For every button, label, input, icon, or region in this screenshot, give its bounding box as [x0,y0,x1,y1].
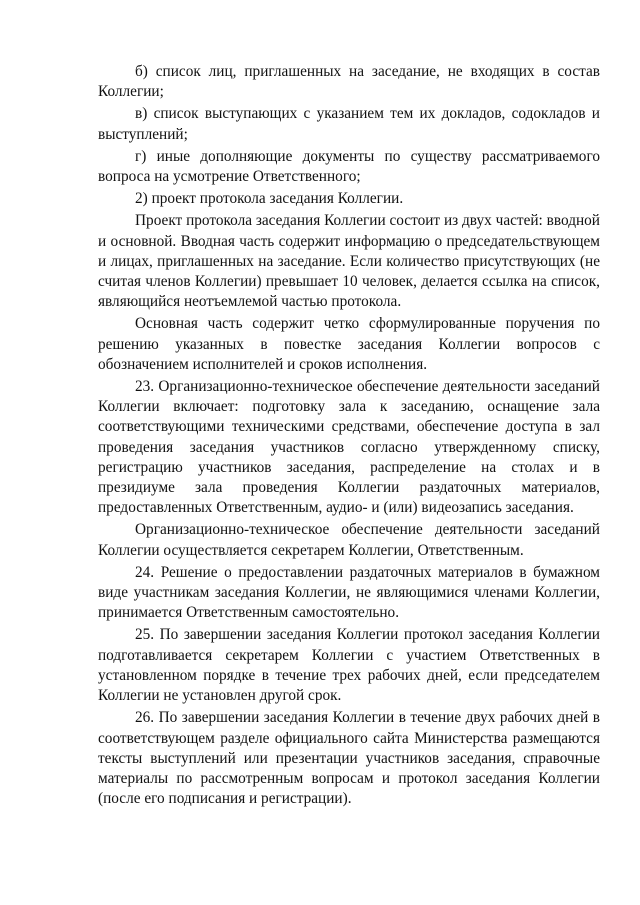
paragraph-protocol-structure: Проект протокола заседания Коллегии состоит из двух частей: вводной и основной. Вводная часть содержит информацию о председательствующем и лицах, приглашенных на заседание. Если количество присутствующих (не считая членов Коллегии) превышает 10 человек, делается ссылка на список, являющийся неотъемлемой частью протокола. [98,212,600,311]
paragraph-list-item-g: г) иные дополняющие документы по существу рассматриваемого вопроса на усмотрение Ответственного; [98,147,600,186]
document-body [98,62,600,809]
paragraph-item-2: 2) проект протокола заседания Коллегии. [135,190,404,208]
paragraph-protocol-main-part: Основная часть содержит четко сформулированные поручения по решению указанных в повестке заседания Коллегии вопросов с обозначением исполнителей и сроков исполнения. [98,315,600,373]
paragraph-list-item-v: в) список выступающих с указанием тем их докладов, содокладов и выступлений; [98,105,600,143]
paragraph-clause-23-responsibility: Организационно-техническое обеспечение деятельности заседаний Коллегии осуществляется секретарем Коллегии, Ответственным. [98,521,600,559]
paragraph-clause-23: 23. Организационно-техническое обеспечение деятельности заседаний Коллегии включает: подготовку зала к заседанию, оснащение зала соответствующими техническими средствами, обеспечение доступа в зал проведения заседания участников согласно утвержденному списку, регистрацию участников заседания, распределение на столах и в президиуме зала проведения Коллегии раздаточных материалов, предоставленных Ответственным, аудио- и (или) видеозапись заседания. [98,378,600,517]
paragraph-list-item-b: б) список лиц, приглашенных на заседание, не входящих в состав Коллегии; [98,63,600,101]
paragraph-clause-25: 25. По завершении заседания Коллегии протокол заседания Коллегии подготавливается секретарем Коллегии с участием Ответственных в установленном порядке в течение трех рабочих дней, если председателем Коллегии не установлен другой срок. [98,626,600,705]
paragraph-clause-24: 24. Решение о предоставлении раздаточных материалов в бумажном виде участникам заседания Коллегии, не являющимися членами Коллегии, принимается Ответственным самостоятельно. [98,563,600,622]
paragraph-clause-26: 26. По завершении заседания Коллегии в течение двух рабочих дней в соответствующем разделе официального сайта Министерства размещаются тексты выступлений или презентации участников заседания, справочные материалы по рассмотренным вопросам и протокол заседания Коллегии (после его подписания и регистрации). [98,709,600,808]
